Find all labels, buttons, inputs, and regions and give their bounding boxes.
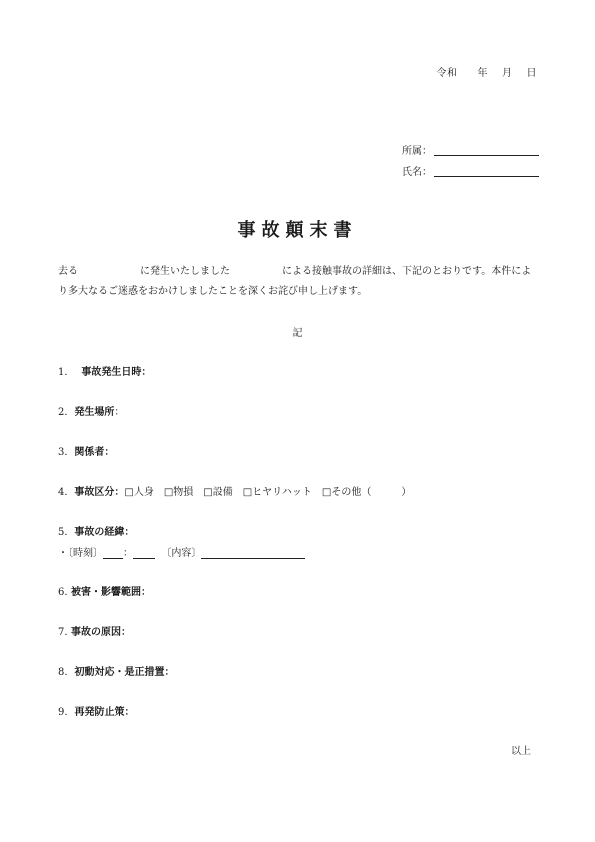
- item-number: 3．: [58, 447, 75, 458]
- date-line: [437, 64, 538, 79]
- item-number: 8.: [58, 667, 68, 678]
- item-number: 2．: [58, 407, 75, 418]
- item-location: [58, 403, 124, 418]
- option-property-checkbox[interactable]: □物損: [163, 487, 194, 498]
- item-number: 4．: [58, 487, 75, 498]
- date-day: 日: [526, 68, 537, 79]
- item-suffix: ：: [114, 407, 125, 418]
- ki-heading: 記: [292, 328, 303, 339]
- option-equipment-checkbox[interactable]: □設備: [203, 487, 233, 498]
- category-options: [124, 487, 421, 498]
- content-blank[interactable]: [201, 548, 305, 559]
- date-year: 年: [477, 68, 488, 79]
- closing-mark: 以上: [511, 746, 531, 757]
- date-era: 令和: [436, 68, 458, 79]
- item-label: 事故の原因：: [71, 627, 132, 638]
- item-category: [58, 483, 421, 498]
- content-label: 〔内容〕: [161, 548, 202, 559]
- intro-text-1: 去る: [58, 266, 78, 277]
- option-other-checkbox[interactable]: □その他（ ）: [321, 487, 412, 498]
- name-field[interactable]: [402, 163, 539, 177]
- intro-text-3: による接触事故の詳細は、下記のとおりです。本件により多大なるご迷惑をおかけしましたことを深くお詫び申し上げます。: [58, 266, 532, 297]
- sequence-line: [58, 544, 305, 559]
- item-sequence: [58, 523, 134, 538]
- item-number: 6.: [58, 587, 68, 598]
- item-label: 発生場所: [74, 407, 115, 418]
- option-injury-checkbox[interactable]: □人身: [124, 487, 154, 498]
- item-label: 再発防止策：: [74, 707, 135, 718]
- item-label: 事故発生日時：: [81, 367, 152, 378]
- date-month: 月: [502, 68, 513, 79]
- item-prevention: [58, 703, 135, 718]
- time-label: ・〔時刻〕: [58, 548, 103, 559]
- item-accident-datetime: [58, 363, 151, 378]
- time-colon: ：: [123, 548, 133, 559]
- option-near-miss-checkbox[interactable]: □ヒヤリハット: [242, 487, 312, 498]
- minute-blank[interactable]: [133, 548, 155, 559]
- item-number: 1．: [58, 367, 75, 378]
- intro-paragraph: [58, 262, 540, 302]
- item-damage-scope: [58, 583, 151, 598]
- item-label: 初動対応・是正措置：: [74, 667, 175, 678]
- name-label: 氏名：: [402, 167, 432, 178]
- page-title: 事故顛末書: [237, 220, 358, 241]
- item-label: 事故の経緯：: [74, 527, 135, 538]
- item-label: 関係者：: [74, 447, 115, 458]
- affiliation-field[interactable]: [402, 142, 539, 156]
- item-parties: [58, 443, 114, 458]
- item-initial-response: [58, 663, 175, 678]
- item-number: 7.: [58, 627, 68, 638]
- item-number: 5．: [58, 527, 75, 538]
- affiliation-label: 所属：: [402, 146, 432, 157]
- item-label: 事故区分：: [74, 487, 125, 498]
- item-label: 被害・影響範囲：: [71, 587, 152, 598]
- item-cause: [58, 623, 131, 638]
- intro-text-2: に発生いたしました: [140, 266, 230, 277]
- hour-blank[interactable]: [103, 548, 123, 559]
- item-number: 9.: [58, 707, 68, 718]
